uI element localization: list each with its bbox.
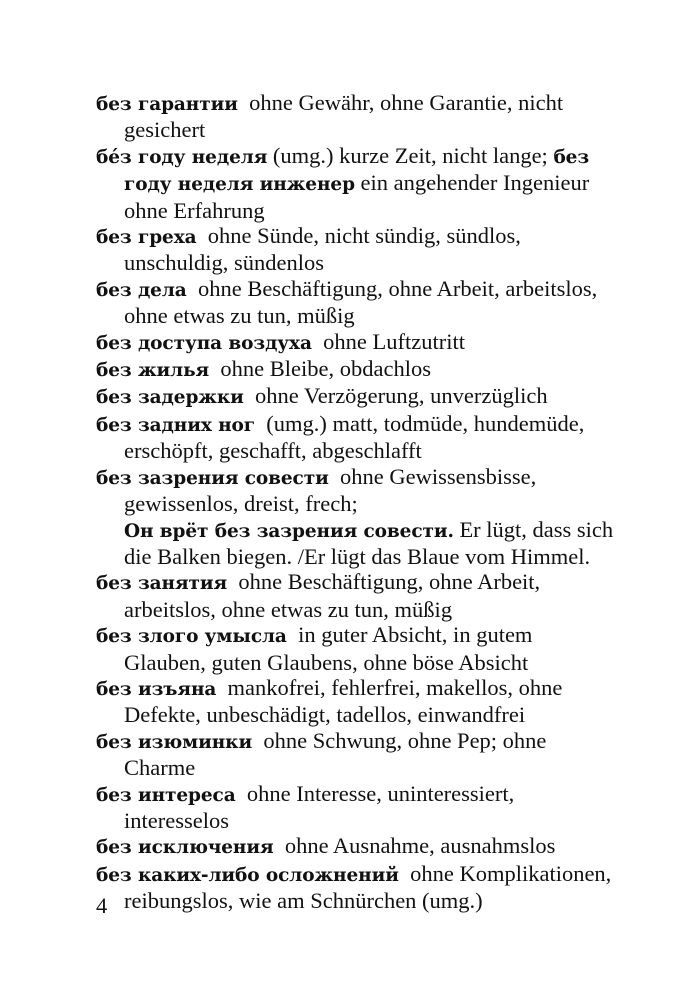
entry-headword: без злого умысла	[96, 626, 287, 648]
entry-bez-zanyatiya	[96, 569, 616, 622]
entry-headword: без интереса	[96, 784, 236, 806]
entry-translation: ohne Ausnahme, ausnahmslos	[284, 833, 556, 859]
entry-headword: без задних ног	[96, 414, 256, 436]
entry-bez-interesa	[96, 781, 616, 834]
entry-headword: без зазрения совести	[96, 467, 329, 489]
entry-headword: без исключения	[96, 837, 274, 859]
entry-translation: (umg.) kurze Zeit, nicht lange;	[272, 142, 548, 168]
entry-bez-zaderzhki	[96, 383, 616, 410]
entry-headword: без каких-либо осложнений	[96, 864, 399, 886]
entry-bez-izyuminki	[96, 728, 616, 781]
entry-translation: ohne Komplikationen, reibungslos, wie am Schnürchen (umg.)	[124, 860, 612, 914]
entry-headword: без доступа воздуха	[96, 332, 312, 354]
entry-bez-dela	[96, 276, 616, 329]
entry-headword: без изюминки	[96, 731, 253, 753]
entry-translation: ohne Sünde, nicht sündig, sündlos, unschuldig, sündenlos	[124, 223, 521, 276]
entry-bez-garantii	[96, 90, 616, 143]
entry-headword: без задержки	[96, 387, 244, 409]
entry-translation: ohne Verzögerung, unverzüglich	[255, 383, 548, 409]
entry-headword: без изъяна	[96, 678, 217, 700]
entry-bez-dostupa-vozdukha	[96, 329, 616, 356]
entry-bez-grekha	[96, 223, 616, 276]
entry-headword: бéз году неделя	[96, 146, 268, 168]
entry-translation: in guter Absicht, in gutem Glauben, guten Glaubens, ohne böse Absicht	[124, 622, 533, 675]
entry-translation: ohne Bleibe, obdachlos	[220, 356, 431, 382]
entry-example	[124, 517, 616, 570]
entry-bez-zadnikh-nog	[96, 411, 616, 464]
entry-translation: (umg.) matt, todmüde, hundemüde, erschöpft, geschafft, abgeschlafft	[124, 410, 585, 464]
entry-list	[96, 90, 616, 914]
entry-bez-izyana	[96, 675, 616, 728]
entry-headword: без гарантии	[96, 94, 238, 115]
entry-headword: без дела	[96, 279, 187, 301]
entry-translation: mankofrei, fehlerfrei, makellos, ohne Defekte, unbeschädigt, tadellos, einwandfrei	[124, 674, 563, 728]
page-number: 4	[96, 893, 108, 918]
entry-bez-godu-nedelya	[96, 143, 616, 223]
entry-bez-zlogo-umysla	[96, 622, 616, 675]
entry-translation: ohne Gewähr, ohne Garantie, nicht gesichert	[124, 90, 564, 143]
entry-sub-translation: ein angehender Ingenieur ohne Erfahrung	[124, 170, 590, 223]
entry-bez-zhilya	[96, 356, 616, 383]
entry-bez-isklyucheniya	[96, 833, 616, 860]
entry-translation: ohne Beschäftigung, ohne Arbeit, arbeitslos, ohne etwas zu tun, müßig	[124, 569, 541, 622]
entry-translation: ohne Beschäftigung, ohne Arbeit, arbeitslos, ohne etwas zu tun, müßig	[124, 275, 598, 329]
entry-translation: ohne Interesse, uninteressiert, interesselos	[124, 780, 515, 833]
entry-bez-zazreniya-sovesti	[96, 464, 616, 517]
entry-bez-kakikh-libo-oslozhneniy	[96, 861, 616, 914]
entry-headword: без греха	[96, 227, 197, 249]
entry-headword: без жилья	[96, 360, 210, 382]
entry-translation: ohne Gewissensbisse, gewissenlos, dreist, frech;	[124, 463, 537, 517]
entry-sub-headword: без году неделя инженер	[124, 146, 590, 196]
entry-translation: ohne Schwung, ohne Pep; ohne Charme	[124, 727, 547, 781]
entry-headword: без занятия	[96, 573, 228, 595]
entry-translation: ohne Luftzutritt	[323, 328, 465, 354]
example-russian: Он врёт без зазрения совести.	[124, 520, 454, 542]
example-german: Er lügt, dass sich die Balken biegen. /Er lügt das Blaue vom Himmel.	[124, 516, 614, 569]
